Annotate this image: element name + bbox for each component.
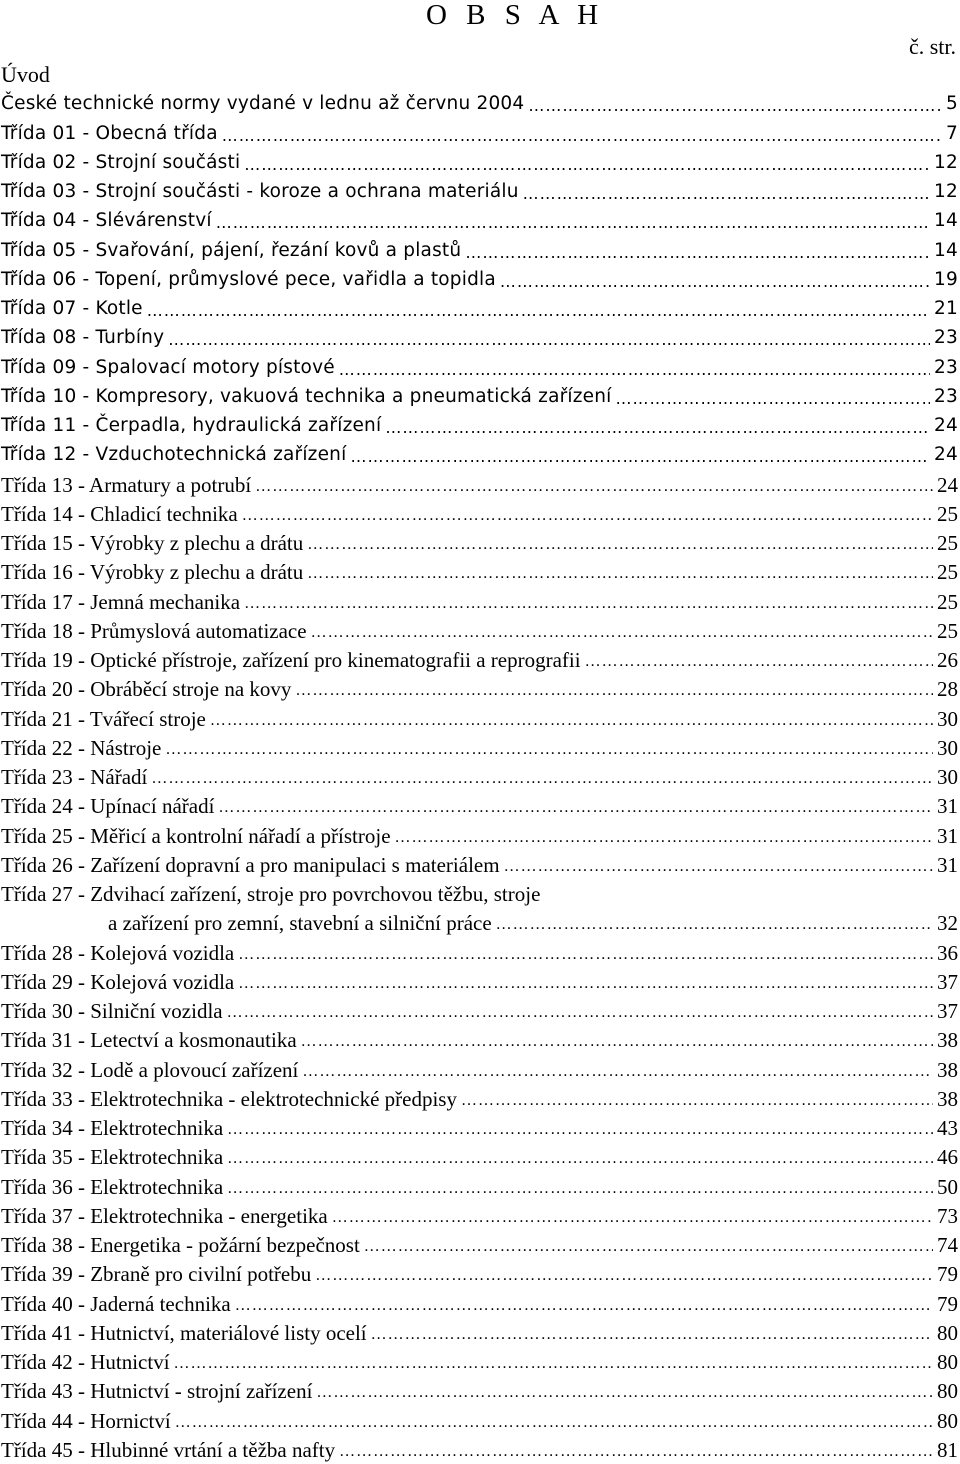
dot-leader — [151, 768, 933, 790]
toc-entry-label: Třída 22 - Nástroje — [1, 735, 162, 760]
toc-entry — [0, 322, 960, 351]
dot-leader — [175, 1412, 933, 1434]
dot-leader — [311, 622, 933, 644]
dot-leader — [385, 417, 930, 439]
toc-entry — [0, 1346, 960, 1375]
toc-entry-page-number: 43 — [937, 1116, 958, 1140]
dot-leader — [301, 1031, 933, 1053]
toc-entry-label: Třída 15 - Výrobky z plechu a drátu — [1, 531, 304, 555]
dot-leader — [339, 1441, 933, 1463]
dot-leader — [500, 271, 930, 293]
dot-leader — [350, 446, 930, 468]
dot-leader — [496, 914, 933, 936]
toc-entry-page-number: 25 — [937, 589, 958, 614]
dot-leader — [255, 476, 933, 498]
toc-entry-label: Třída 10 - Kompresory, vakuová technika a pneumatická zařízení — [1, 385, 612, 407]
dot-leader — [295, 680, 933, 702]
toc-entry-page-number: 36 — [937, 940, 958, 965]
toc-entry-page-number: 81 — [937, 1437, 958, 1462]
toc-entry — [0, 1112, 960, 1141]
dot-leader — [504, 856, 933, 878]
toc-entry-label: Třída 24 - Upínací nářadí — [1, 794, 215, 819]
toc-entry-label: České technické normy vydané v lednu až červnu 2004 — [1, 93, 525, 115]
toc-entry — [0, 849, 960, 878]
toc-entry-label: Třída 13 - Armatury a potrubí — [1, 472, 252, 497]
toc-entry-page-number: 79 — [937, 1262, 958, 1287]
dot-leader — [461, 1090, 933, 1112]
dot-leader — [332, 1207, 933, 1229]
page-title: O B S A H — [425, 0, 605, 31]
toc-entry-label: Třída 34 - Elektrotechnika — [1, 1116, 224, 1140]
toc-entry-page-number: 26 — [937, 648, 958, 672]
toc-entry-page-number: 31 — [937, 852, 958, 877]
toc-entry — [0, 264, 960, 293]
toc-entry-page-number: 14 — [934, 210, 958, 232]
toc-entry — [0, 351, 960, 380]
dot-leader — [371, 1324, 933, 1346]
toc-entry — [0, 1404, 960, 1433]
intro-heading: Úvod — [1, 62, 50, 87]
dot-leader — [395, 827, 933, 849]
toc-entry-label: Třída 37 - Elektrotechnika - energetika — [1, 1203, 328, 1228]
toc-entry-label: Třída 33 - Elektrotechnika - elektrotechnické předpisy — [1, 1086, 457, 1111]
toc-entry-page-number: 30 — [937, 735, 958, 760]
dot-leader — [222, 125, 942, 147]
toc-entry — [0, 819, 960, 848]
toc-entry — [0, 878, 960, 907]
toc-entry-label: Třída 29 - Kolejová vozidla — [1, 969, 235, 994]
toc-entry-label: Třída 19 - Optické přístroje, zařízení pro kinematografii a reprografii — [1, 648, 581, 672]
toc-entry-page-number: 21 — [934, 298, 958, 319]
toc-entry — [0, 117, 960, 146]
toc-entry-page-number: 12 — [934, 181, 958, 202]
toc-entry — [0, 1287, 960, 1316]
toc-entry-label: Třída 11 - Čerpadla, hydraulická zařízení — [1, 415, 382, 436]
toc-entry-label: Třída 16 - Výrobky z plechu a drátu — [1, 560, 304, 585]
toc-entry-label: Třída 39 - Zbraně pro civilní potřebu — [1, 1262, 312, 1287]
toc-entry-page-number: 19 — [934, 268, 958, 290]
toc-entry-page-number: 30 — [937, 765, 958, 789]
toc-entry-label: Třída 42 - Hutnictví — [1, 1350, 170, 1374]
dot-leader — [227, 1119, 933, 1141]
toc-entry-page-number: 80 — [937, 1379, 958, 1404]
toc-entry — [0, 1434, 960, 1463]
toc-entry-page-number: 80 — [937, 1408, 958, 1433]
toc-entry — [0, 410, 960, 439]
dot-leader — [244, 154, 930, 176]
toc-entry-page-number: 7 — [946, 122, 958, 144]
toc-entry — [0, 1083, 960, 1112]
dot-leader — [523, 183, 930, 205]
toc-entry-label: a zařízení pro zemní, stavební a silniční práce — [108, 911, 492, 936]
toc-entry — [0, 1375, 960, 1404]
toc-entry — [0, 1200, 960, 1229]
dot-leader — [168, 329, 930, 351]
toc-entry-label: Třída 31 - Letectví a kosmonautika — [1, 1028, 297, 1053]
table-of-contents — [0, 88, 960, 1463]
toc-entry — [0, 468, 960, 497]
toc-entry-label: Třída 30 - Silniční vozidla — [1, 999, 223, 1023]
toc-entry — [0, 234, 960, 263]
dot-leader — [616, 388, 931, 410]
toc-entry-page-number: 23 — [934, 356, 958, 378]
toc-entry-page-number: 73 — [937, 1203, 958, 1228]
toc-entry-label: Třída 18 - Průmyslová automatizace — [1, 618, 307, 643]
toc-entry-label: Třída 25 - Měřicí a kontrolní nářadí a přístroje — [1, 823, 391, 848]
toc-entry — [0, 1170, 960, 1199]
dot-leader — [244, 593, 933, 615]
dot-leader — [339, 359, 930, 381]
toc-entry — [0, 790, 960, 819]
toc-entry — [0, 761, 960, 790]
dot-leader — [307, 534, 933, 556]
dot-leader — [238, 973, 933, 995]
dot-leader — [227, 1148, 933, 1170]
toc-entry-label: Třída 09 - Spalovací motory pístové — [1, 356, 335, 378]
toc-entry-page-number: 25 — [937, 501, 958, 526]
toc-entry — [0, 498, 960, 527]
toc-entry-label: Třída 45 - Hlubinné vrtání a těžba nafty — [1, 1437, 336, 1462]
dot-leader — [315, 1265, 933, 1287]
toc-entry-page-number: 24 — [937, 472, 958, 497]
dot-leader — [307, 563, 933, 585]
toc-entry-label: Třída 06 - Topení, průmyslové pece, vařidla a topidla — [1, 268, 496, 290]
dot-leader — [364, 1236, 933, 1258]
dot-leader — [227, 1178, 933, 1200]
toc-entry-page-number: 74 — [937, 1233, 958, 1257]
toc-entry-label: Třída 28 - Kolejová vozidla — [1, 940, 235, 965]
toc-entry — [0, 293, 960, 322]
toc-entry — [0, 527, 960, 556]
toc-entry-page-number: 25 — [937, 618, 958, 643]
dot-leader — [585, 651, 933, 673]
toc-entry — [0, 644, 960, 673]
toc-entry — [0, 1141, 960, 1170]
dot-leader — [165, 739, 933, 761]
toc-entry-label: Třída 14 - Chladicí technika — [1, 501, 238, 526]
toc-entry — [0, 205, 960, 234]
toc-entry — [0, 1317, 960, 1346]
toc-entry — [0, 88, 960, 117]
toc-entry-label: Třída 35 - Elektrotechnika — [1, 1145, 224, 1170]
toc-entry — [0, 176, 960, 205]
toc-entry-label: Třída 02 - Strojní součásti — [1, 151, 241, 173]
toc-entry-page-number: 80 — [937, 1350, 958, 1374]
dot-leader — [465, 242, 930, 264]
toc-entry-label: Třída 38 - Energetika - požární bezpečnost — [1, 1233, 360, 1257]
toc-entry-label: Třída 07 - Kotle — [1, 298, 143, 319]
dot-leader — [528, 95, 942, 117]
toc-entry-page-number: 23 — [934, 385, 958, 407]
toc-entry-page-number: 31 — [937, 823, 958, 848]
toc-entry — [0, 1024, 960, 1053]
toc-entry-label: Třída 08 - Turbíny — [1, 327, 165, 349]
page-number-column-label: č. str. — [908, 34, 956, 59]
dot-leader — [316, 1382, 933, 1404]
dot-leader — [235, 1295, 933, 1317]
toc-entry — [0, 673, 960, 702]
toc-entry — [0, 995, 960, 1024]
toc-entry-page-number: 50 — [937, 1174, 958, 1199]
toc-entry-label: Třída 17 - Jemná mechanika — [1, 589, 241, 614]
toc-entry-page-number: 38 — [937, 1057, 958, 1082]
toc-entry-label: Třída 41 - Hutnictví, materiálové listy ocelí — [1, 1320, 367, 1345]
dot-leader — [210, 710, 933, 732]
toc-entry — [0, 936, 960, 965]
toc-entry-page-number: 24 — [934, 415, 958, 436]
toc-entry-page-number: 5 — [946, 93, 958, 115]
toc-entry-page-number: 25 — [937, 531, 958, 555]
toc-entry-label: Třída 40 - Jaderná technika — [1, 1291, 231, 1316]
toc-entry-label: Třída 27 - Zdvihací zařízení, stroje pro povrchovou těžbu, stroje — [1, 882, 541, 906]
dot-leader — [174, 1353, 933, 1375]
toc-entry-page-number: 32 — [937, 911, 958, 936]
toc-entry-label: Třída 04 - Slévárenství — [1, 210, 212, 232]
toc-entry-page-number: 79 — [937, 1291, 958, 1316]
dot-leader — [302, 1061, 933, 1083]
dot-leader — [242, 505, 933, 527]
toc-entry-label: Třída 32 - Lodě a plovoucí zařízení — [1, 1057, 299, 1082]
toc-entry — [0, 732, 960, 761]
toc-entry-label: Třída 36 - Elektrotechnika — [1, 1174, 224, 1199]
toc-entry — [0, 907, 960, 936]
toc-entry-page-number: 24 — [934, 444, 958, 466]
toc-entry-label: Třída 44 - Hornictví — [1, 1408, 171, 1433]
toc-entry-page-number: 28 — [937, 677, 958, 702]
toc-entry-label: Třída 01 - Obecná třída — [1, 122, 218, 144]
toc-entry-page-number: 46 — [937, 1145, 958, 1170]
toc-entry-label: Třída 43 - Hutnictví - strojní zařízení — [1, 1379, 313, 1404]
toc-entry-page-number: 30 — [937, 706, 958, 731]
dot-leader — [238, 944, 933, 966]
toc-entry-label: Třída 23 - Nářadí — [1, 765, 148, 789]
toc-entry — [0, 439, 960, 468]
toc-entry — [0, 1229, 960, 1258]
toc-entry-page-number: 38 — [937, 1086, 958, 1111]
toc-entry-label: Třída 21 - Tvářecí stroje — [1, 706, 206, 731]
toc-entry-page-number: 14 — [934, 239, 958, 261]
dot-leader — [147, 300, 930, 322]
toc-entry-page-number: 37 — [937, 999, 958, 1023]
toc-entry — [0, 556, 960, 585]
toc-entry-page-number: 23 — [934, 327, 958, 349]
dot-leader — [218, 797, 933, 819]
toc-entry — [0, 1258, 960, 1287]
dot-leader — [227, 1002, 933, 1024]
toc-entry-page-number: 12 — [934, 151, 958, 173]
toc-entry-page-number: 80 — [937, 1320, 958, 1345]
toc-entry-label: Třída 05 - Svařování, pájení, řezání kovů a plastů — [1, 239, 462, 261]
toc-entry — [0, 147, 960, 176]
toc-entry-label: Třída 26 - Zařízení dopravní a pro manipulaci s materiálem — [1, 852, 500, 877]
toc-entry-page-number: 25 — [937, 560, 958, 585]
toc-entry — [0, 615, 960, 644]
toc-entry-page-number: 38 — [937, 1028, 958, 1053]
toc-entry-page-number: 37 — [937, 969, 958, 994]
toc-entry — [0, 1053, 960, 1082]
dot-leader — [216, 212, 930, 234]
toc-entry — [0, 381, 960, 410]
toc-entry — [0, 966, 960, 995]
toc-entry-page-number: 31 — [937, 794, 958, 819]
toc-entry — [0, 702, 960, 731]
toc-entry-label: Třída 20 - Obráběcí stroje na kovy — [1, 677, 292, 702]
toc-entry-label: Třída 12 - Vzduchotechnická zařízení — [1, 444, 347, 466]
toc-entry — [0, 585, 960, 614]
toc-entry-label: Třída 03 - Strojní součásti - koroze a ochrana materiálu — [1, 181, 519, 202]
